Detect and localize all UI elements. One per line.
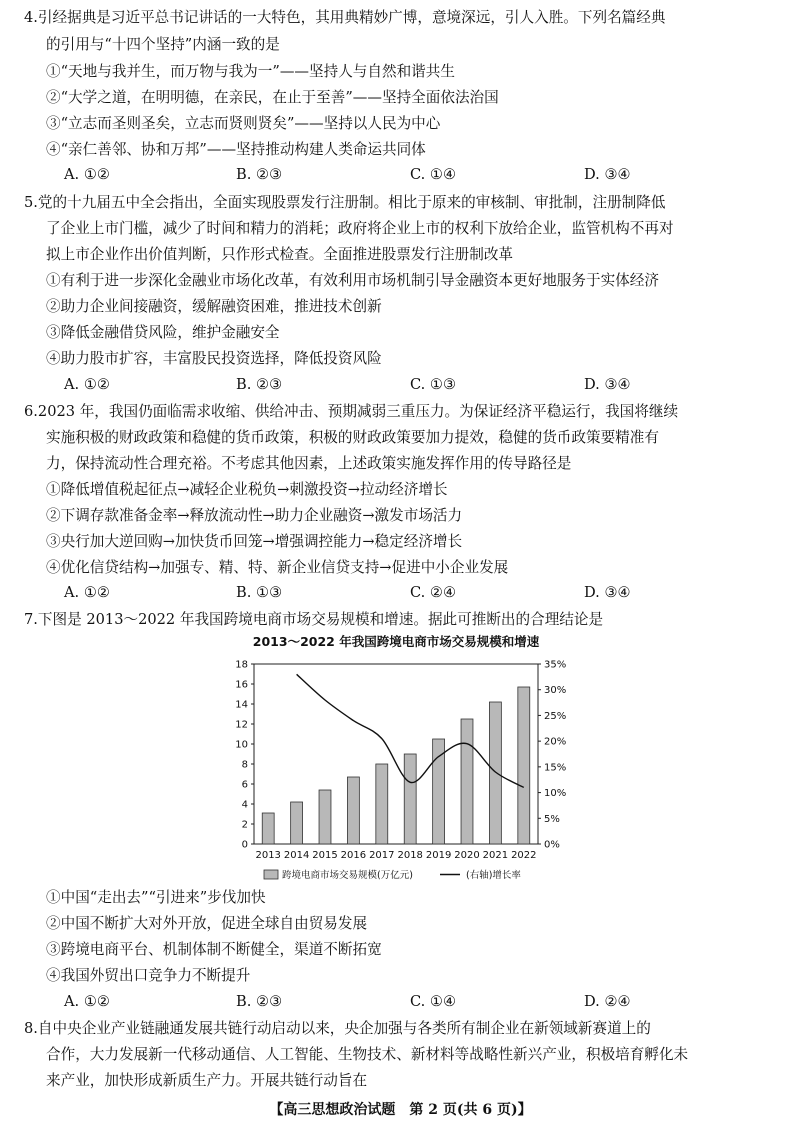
q6-stem-line3: 力，保持流动性合理充裕。不考虑其他因素，上述政策实施发挥作用的传导路径是 bbox=[46, 455, 572, 472]
q6-statement-4: ④优化信贷结构→加强专、精、特、新企业信贷支持→促进中小企业发展 bbox=[46, 559, 509, 576]
page-footer: 【高三思想政治试题 第 2 页(共 6 页)】 bbox=[269, 1102, 532, 1118]
left-axis-tick-label: 8 bbox=[241, 759, 248, 771]
cross-border-ecommerce-chart bbox=[228, 630, 588, 888]
q7-statement-1: ①中国“走出去”“引进来”步伐加快 bbox=[46, 889, 266, 906]
right-axis-tick-label: 30% bbox=[544, 685, 567, 697]
q6-stem-line2: 实施积极的财政政策和稳健的货币政策，积极的财政政策要加力提效，稳健的货币政策要精准有 bbox=[46, 429, 659, 446]
right-axis-tick-label: 0% bbox=[544, 839, 560, 851]
left-axis-tick-label: 2 bbox=[241, 819, 248, 831]
q5-statement-1: ①有利于进一步深化金融业市场化改革，有效利用市场机制引导金融资本更好地服务于实体经济 bbox=[46, 272, 659, 289]
bar-2020 bbox=[461, 719, 473, 844]
q7-option-a: A. ①② bbox=[64, 993, 110, 1010]
right-axis-tick-label: 25% bbox=[544, 710, 567, 722]
right-axis-tick-label: 35% bbox=[544, 659, 567, 671]
q5-option-c: C. ①③ bbox=[410, 376, 457, 393]
x-tick-label-2019: 2019 bbox=[425, 850, 452, 861]
q7-statement-2: ②中国不断扩大对外开放，促进全球自由贸易发展 bbox=[46, 915, 368, 932]
q5-stem-line1: 5.党的十九届五中全会指出，全面实现股票发行注册制。相比于原来的审核制、审批制，注册制降低 bbox=[24, 194, 666, 211]
q7-stem-line1: 7.下图是 2013～2022 年我国跨境电商市场交易规模和增速。据此可推断出的合理结论是 bbox=[24, 611, 604, 628]
q4-statement-4: ④“亲仁善邻、协和万邦”——坚持推动构建人类命运共同体 bbox=[46, 141, 426, 158]
q5-option-a: A. ①② bbox=[64, 376, 110, 393]
bar-2022 bbox=[518, 687, 530, 844]
x-tick-label-2017: 2017 bbox=[369, 850, 395, 861]
x-tick-label-2016: 2016 bbox=[340, 850, 367, 861]
q6-option-d: D. ③④ bbox=[584, 584, 631, 601]
q6-option-b: B. ①③ bbox=[236, 584, 283, 601]
bar-2019 bbox=[433, 739, 445, 844]
q6-statement-2: ②下调存款准备金率→释放流动性→助力企业融资→激发市场活力 bbox=[46, 507, 463, 524]
left-axis-tick-label: 0 bbox=[241, 839, 248, 851]
bar-2016 bbox=[347, 777, 359, 844]
q8-stem-line3: 来产业，加快形成新质生产力。开展共链行动旨在 bbox=[46, 1072, 368, 1089]
q6-option-a: A. ①② bbox=[64, 584, 110, 601]
q4-stem-line2: 的引用与“十四个坚持”内涵一致的是 bbox=[46, 36, 280, 53]
bar-2015 bbox=[319, 790, 331, 844]
x-tick-label-2014: 2014 bbox=[283, 850, 310, 861]
q4-option-c: C. ①④ bbox=[410, 166, 457, 183]
q5-statement-2: ②助力企业间接融资，缓解融资困难，推进技术创新 bbox=[46, 298, 382, 315]
bar-2018 bbox=[404, 754, 416, 844]
q7-statement-4: ④我国外贸出口竞争力不断提升 bbox=[46, 967, 251, 984]
q7-option-d: D. ②④ bbox=[584, 993, 631, 1010]
q5-stem-line2: 了企业上市门槛，减少了时间和精力的消耗；政府将企业上市的权利下放给企业，监管机构不再对 bbox=[46, 220, 674, 237]
bar-2021 bbox=[489, 702, 501, 844]
x-tick-label-2020: 2020 bbox=[454, 850, 480, 861]
left-axis-tick-label: 18 bbox=[235, 659, 248, 671]
legend-bar-swatch bbox=[264, 870, 278, 879]
q4-statement-3: ③“立志而圣则圣矣，立志而贤则贤矣”——坚持以人民为中心 bbox=[46, 115, 441, 132]
q7-option-b: B. ②③ bbox=[236, 993, 283, 1010]
x-tick-label-2015: 2015 bbox=[312, 850, 338, 861]
legend-line-label: (右轴)增长率 bbox=[466, 870, 521, 881]
q6-option-c: C. ②④ bbox=[410, 584, 457, 601]
left-axis-tick-label: 10 bbox=[235, 739, 248, 751]
right-axis-tick-label: 10% bbox=[544, 788, 567, 800]
x-tick-label-2022: 2022 bbox=[511, 850, 537, 861]
bar-2013 bbox=[262, 813, 274, 844]
q6-stem-line1: 6.2023 年，我国仍面临需求收缩、供给冲击、预期减弱三重压力。为保证经济平稳运行，我国将继续 bbox=[24, 403, 679, 420]
left-axis-tick-label: 6 bbox=[241, 779, 248, 791]
x-tick-label-2021: 2021 bbox=[482, 850, 509, 861]
q4-statement-1: ①“天地与我并生，而万物与我为一”——坚持人与自然和谐共生 bbox=[46, 63, 455, 80]
q7-option-c: C. ①④ bbox=[410, 993, 457, 1010]
q4-option-a: A. ①② bbox=[64, 166, 110, 183]
q8-stem-line2: 合作，大力发展新一代移动通信、人工智能、生物技术、新材料等战略性新兴产业，积极培育孵化未 bbox=[46, 1046, 689, 1063]
q5-statement-3: ③降低金融借贷风险，维护金融安全 bbox=[46, 324, 280, 341]
x-tick-label-2013: 2013 bbox=[255, 850, 281, 861]
q5-statement-4: ④助力股市扩容，丰富股民投资选择，降低投资风险 bbox=[46, 350, 382, 367]
q8-stem-line1: 8.自中央企业产业链融通发展共链行动启动以来，央企加强与各类所有制企业在新领域新赛道上的 bbox=[24, 1020, 651, 1037]
left-axis-tick-label: 16 bbox=[235, 679, 248, 691]
legend-bar-label: 跨境电商市场交易规模(万亿元) bbox=[282, 870, 413, 881]
left-axis-tick-label: 14 bbox=[235, 699, 248, 711]
right-axis-tick-label: 15% bbox=[544, 762, 567, 774]
q5-option-b: B. ②③ bbox=[236, 376, 283, 393]
bar-2014 bbox=[291, 802, 303, 844]
q7-statement-3: ③跨境电商平台、机制体制不断健全，渠道不断拓宽 bbox=[46, 941, 382, 958]
left-axis-tick-label: 4 bbox=[241, 799, 248, 811]
q5-stem-line3: 拟上市企业作出价值判断，只作形式检查。全面推进股票发行注册制改革 bbox=[46, 246, 514, 263]
right-axis-tick-label: 20% bbox=[544, 736, 567, 748]
q6-statement-3: ③央行加大逆回购→加快货币回笼→增强调控能力→稳定经济增长 bbox=[46, 533, 463, 550]
q5-option-d: D. ③④ bbox=[584, 376, 631, 393]
chart-title: 2013～2022 年我国跨境电商市场交易规模和增速 bbox=[252, 634, 540, 649]
q4-option-b: B. ②③ bbox=[236, 166, 283, 183]
bar-2017 bbox=[376, 764, 388, 844]
q4-statement-2: ②“大学之道，在明明德，在亲民，在止于至善”——坚持全面依法治国 bbox=[46, 89, 499, 106]
q4-stem-line1: 4.引经据典是习近平总书记讲话的一大特色，其用典精妙广博，意境深远，引人入胜。下列名篇经典 bbox=[24, 9, 666, 26]
q6-statement-1: ①降低增值税起征点→减轻企业税负→刺激投资→拉动经济增长 bbox=[46, 481, 448, 498]
x-tick-label-2018: 2018 bbox=[397, 850, 423, 861]
left-axis-tick-label: 12 bbox=[235, 719, 248, 731]
right-axis-tick-label: 5% bbox=[544, 813, 560, 825]
q4-option-d: D. ③④ bbox=[584, 166, 631, 183]
